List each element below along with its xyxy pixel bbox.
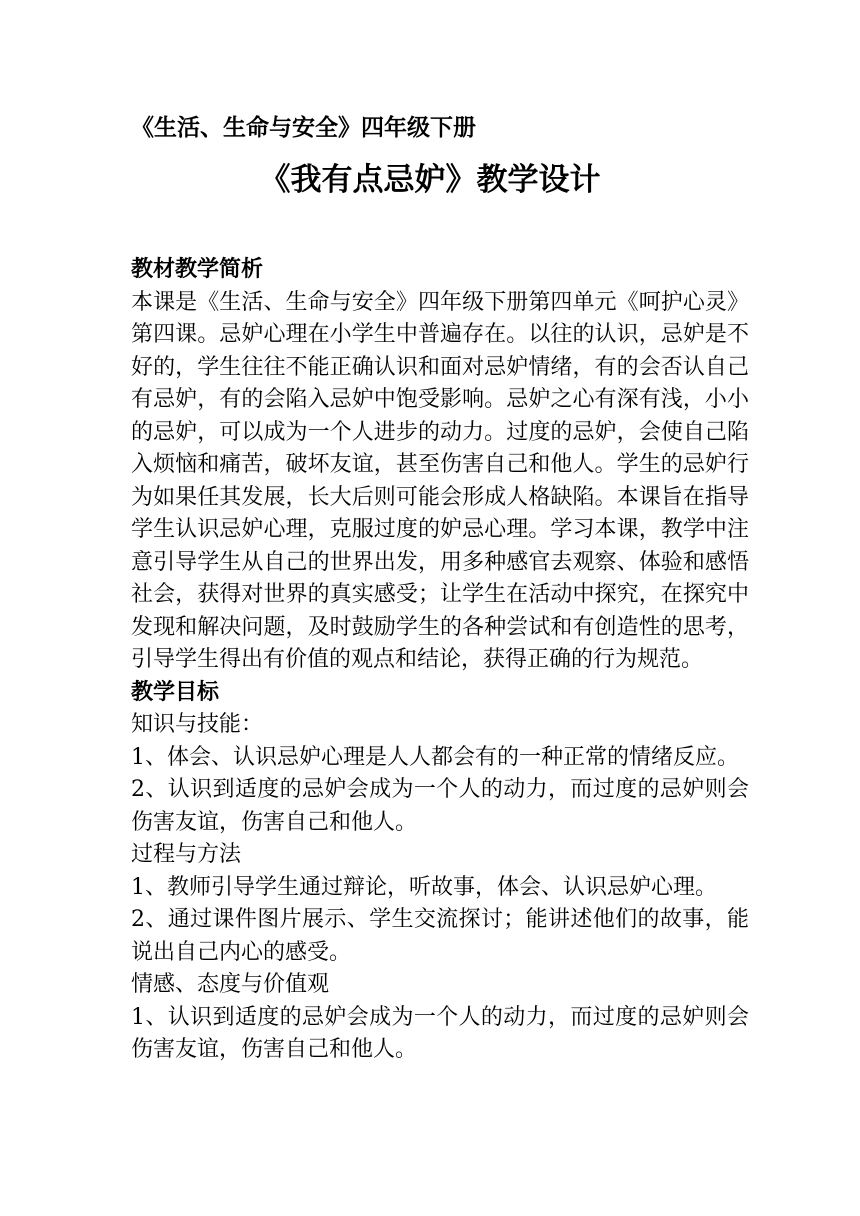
process-item-1: 1、教师引导学生通过辩论，听故事，体会、认识忌妒心理。 bbox=[131, 874, 717, 900]
document-title: 《我有点忌妒》教学设计 bbox=[259, 162, 601, 198]
document-body bbox=[131, 254, 749, 1067]
emotion-item-1: 1、认识到适度的忌妒会成为一个人的动力，而过度的忌妒则会伤害友谊，伤害自己和他人。 bbox=[131, 1004, 749, 1062]
subheading-process: 过程与方法 bbox=[131, 842, 242, 867]
document-subtitle: 《生活、生命与安全》四年级下册 bbox=[131, 115, 476, 141]
subheading-knowledge: 知识与技能： bbox=[131, 712, 264, 737]
knowledge-item-2: 2、认识到适度的忌妒会成为一个人的动力，而过度的忌妒则会伤害友谊，伤害自己和他人。 bbox=[131, 777, 749, 835]
knowledge-item-1: 1、体会、认识忌妒心理是人人都会有的一种正常的情绪反应。 bbox=[131, 744, 739, 770]
section-heading-analysis: 教材教学简析 bbox=[131, 257, 264, 282]
subheading-emotion: 情感、态度与价值观 bbox=[131, 972, 330, 997]
analysis-paragraph: 本课是《生活、生命与安全》四年级下册第四单元《呵护心灵》第四课。忌妒心理在小学生中普遍存在。以往的认识，忌妒是不好的，学生往往不能正确认识和面对忌妒情绪，有的会否认自己有忌妒，有的会陷入忌妒中饱受影响。忌妒之心有深有浅，小小的忌妒，可以成为一个人进步的动力。过度的忌妒，会使自己陷入烦恼和痛苦，破坏友谊，甚至伤害自己和他人。学生的忌妒行为如果任其发展，长大后则可能会形成人格缺陷。本课旨在指导学生认识忌妒心理，克服过度的妒忌心理。学习本课，教学中注意引导学生从自己的世界出发，用多种感官去观察、体验和感悟社会，获得对世界的真实感受；让学生在活动中探究，在探究中发现和解决问题，及时鼓励学生的各种尝试和有创造性的思考，引导学生得出有价值的观点和结论，获得正确的行为规范。 bbox=[131, 289, 749, 672]
section-heading-objectives: 教学目标 bbox=[131, 679, 220, 705]
process-item-2: 2、通过课件图片展示、学生交流探讨；能讲述他们的故事，能说出自己内心的感受。 bbox=[131, 907, 749, 965]
